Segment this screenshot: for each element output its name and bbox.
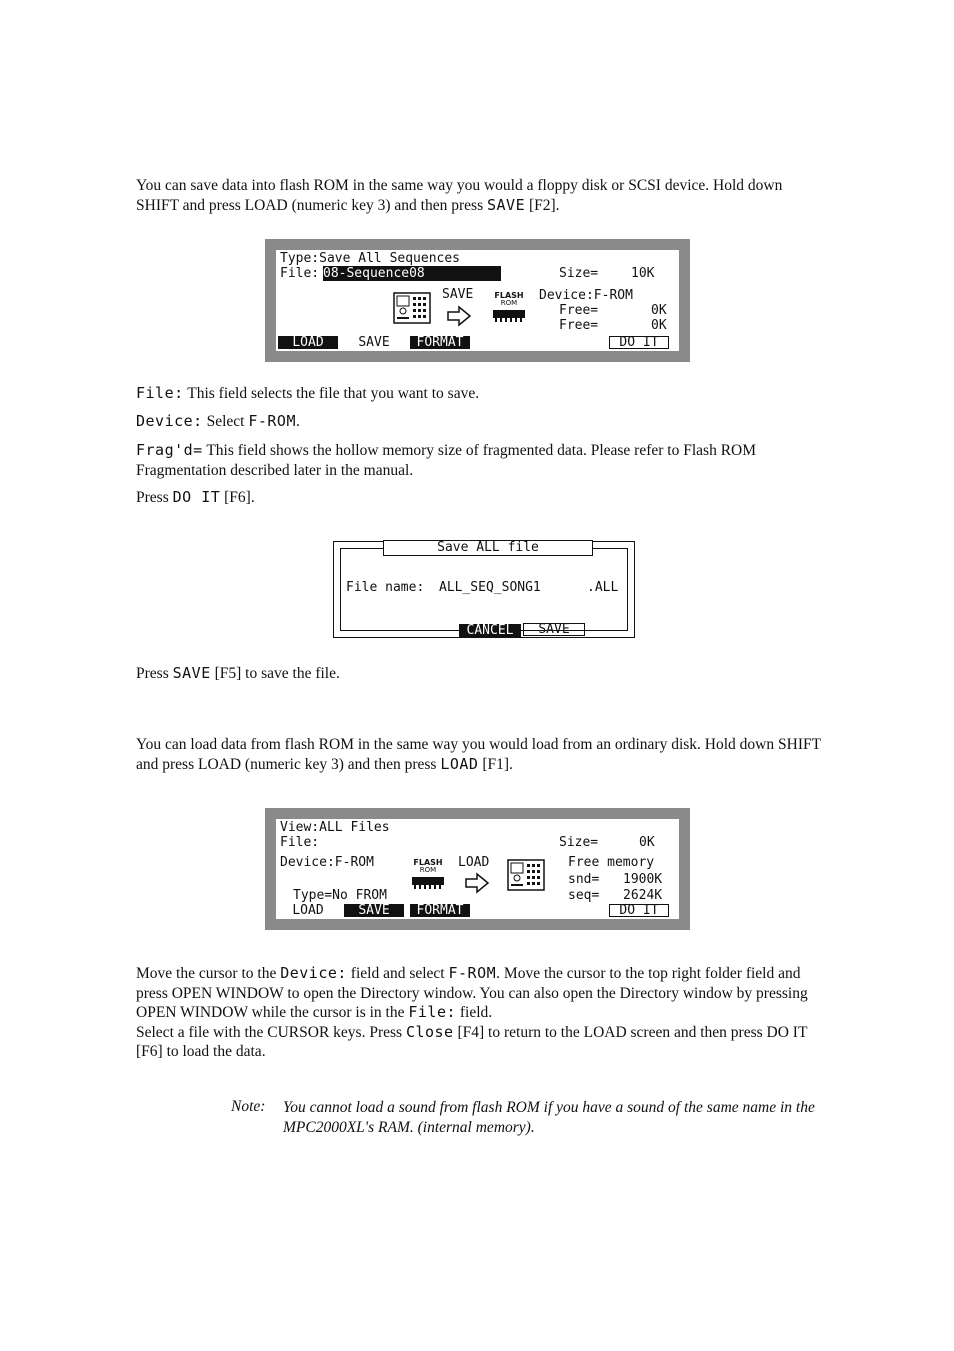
dialog-extension: .ALL xyxy=(587,580,619,595)
save-free1-value: 0K xyxy=(651,303,667,318)
save-size-label: Size= xyxy=(559,266,599,281)
press-doit-pre: Press xyxy=(136,489,173,506)
flash-icon-text: FLASH xyxy=(413,858,443,867)
load-file-field[interactable]: File: xyxy=(280,835,320,850)
save-file-field[interactable]: 08-Sequence08 xyxy=(323,266,501,281)
file-field-text: This field selects the file that you want to save. xyxy=(183,385,480,402)
file-field-name: File: xyxy=(136,384,184,402)
dialog-cancel-button[interactable]: CANCEL xyxy=(459,624,521,637)
seq-value: 2624K xyxy=(623,888,663,903)
from-key-label: F-ROM xyxy=(448,964,497,982)
snd-label: snd= xyxy=(568,872,600,887)
load-instructions-paragraph xyxy=(136,964,826,1062)
note-label: Note: xyxy=(231,1098,266,1115)
load-screen-doit-button[interactable]: DO IT xyxy=(609,904,669,917)
dialog-title: Save ALL file xyxy=(383,540,593,556)
rom-icon-text: ROM xyxy=(500,299,518,307)
save-size-value: 10K xyxy=(631,266,655,281)
save-all-file-dialog xyxy=(333,541,635,638)
mpc-unit-icon xyxy=(393,292,431,324)
load-instr-text3: . Move the cursor to the top right folder field and press OPEN WINDOW to open the Directory window. You can also open the Directory window by pressing OPEN WINDOW while the cursor is in the xyxy=(136,965,808,1021)
flash-icon-text: FLASH xyxy=(494,291,524,300)
load-instr-text4: field. xyxy=(456,1004,493,1021)
intro-load-paragraph xyxy=(136,735,826,774)
load-device-field[interactable]: Device:F-ROM xyxy=(280,855,374,870)
rom-icon-text: ROM xyxy=(419,866,437,874)
load-size-value: 0K xyxy=(639,835,655,850)
save-screen-doit-button[interactable]: DO IT xyxy=(609,336,669,349)
press-save-post: [F5] to save the file. xyxy=(210,665,340,682)
intro-save-paragraph xyxy=(136,176,826,215)
load-screen xyxy=(265,808,690,930)
save-device-field[interactable]: Device:F-ROM xyxy=(539,288,633,303)
save-file-label: File: xyxy=(280,266,320,281)
close-key-label: Close xyxy=(405,1022,454,1041)
device-field-name: Device: xyxy=(136,412,203,430)
dialog-save-button[interactable]: SAVE xyxy=(523,623,585,636)
load-size-label: Size= xyxy=(559,835,599,850)
save-screen-save-button[interactable]: SAVE xyxy=(358,335,390,350)
device-field-desc xyxy=(136,412,826,432)
load-type-field[interactable]: Type=No FROM xyxy=(293,888,387,903)
device-field-value: F-ROM xyxy=(248,412,296,430)
load-direction-label: LOAD xyxy=(458,855,490,870)
fragd-field-name: Frag'd= xyxy=(136,441,203,459)
load-screen-save-button[interactable]: SAVE xyxy=(344,904,404,917)
press-save-line xyxy=(136,664,826,684)
device-field-text2: . xyxy=(296,413,300,430)
load-screen-format-button[interactable]: FORMAT xyxy=(410,904,470,917)
intro-load-tail: [F1]. xyxy=(478,755,513,773)
save-screen xyxy=(265,239,690,362)
flash-rom-icon xyxy=(490,292,528,324)
mpc-unit-icon xyxy=(507,859,545,891)
save-free1-label: Free= xyxy=(559,303,599,318)
device-field-text1: Select xyxy=(202,413,249,430)
intro-save-tail: [F2]. xyxy=(525,196,560,214)
press-save-key: SAVE xyxy=(172,664,211,682)
device-key-label: Device: xyxy=(280,964,347,982)
press-doit-key: DO IT xyxy=(172,488,221,506)
load-instr-text2: field and select xyxy=(346,965,449,982)
right-arrow-icon xyxy=(464,872,490,894)
right-arrow-icon xyxy=(446,305,472,327)
save-direction-label: SAVE xyxy=(442,287,474,302)
free-memory-label: Free memory xyxy=(568,855,655,870)
intro-save-text: You can save data into flash ROM in the same way you would a floppy disk or SCSI device. Hold down SHIFT and press LOAD (numeric key 3) and then press xyxy=(136,177,783,214)
note-text: You cannot load a sound from flash ROM if you have a sound of the same name in the MPC2000XL's RAM. (internal memory). xyxy=(283,1099,815,1136)
press-doit-line xyxy=(136,488,826,508)
intro-load-text: You can load data from flash ROM in the same way you would load from an ordinary disk. Hold down SHIFT and press LOAD (numeric key 3) and then press xyxy=(136,736,821,773)
save-lcd xyxy=(276,250,679,351)
load-key-label: LOAD xyxy=(440,754,479,773)
save-screen-format-button[interactable]: FORMAT xyxy=(410,336,470,349)
fragd-field-text: This field shows the hollow memory size of fragmented data. Please refer to Flash ROM Fragmentation described later in the manual. xyxy=(136,442,757,479)
flash-rom-icon xyxy=(409,859,447,891)
save-type-line: Type:Save All Sequences xyxy=(280,251,461,266)
file-key-label: File: xyxy=(408,1003,457,1021)
seq-label: seq= xyxy=(568,888,600,903)
save-key-label: SAVE xyxy=(486,195,526,214)
load-instr-text5: Select a file with the CURSOR keys. Press xyxy=(136,1023,406,1041)
load-lcd xyxy=(276,819,679,919)
load-view-field[interactable]: View:ALL Files xyxy=(280,820,390,835)
press-doit-post: [F6]. xyxy=(220,489,255,506)
snd-value: 1900K xyxy=(623,872,663,887)
fragd-field-desc xyxy=(136,441,826,480)
save-screen-load-button[interactable]: LOAD xyxy=(278,336,338,349)
save-free2-label: Free= xyxy=(559,318,599,333)
save-free2-value: 0K xyxy=(651,318,667,333)
press-save-pre: Press xyxy=(136,665,173,682)
dialog-file-name-field[interactable]: ALL_SEQ_SONG1 xyxy=(439,580,541,595)
file-field-desc xyxy=(136,384,826,404)
load-screen-load-button[interactable]: LOAD xyxy=(292,903,324,918)
load-instr-text6: [F4] to return to the LOAD screen and then press DO IT [F6] to load the data. xyxy=(136,1023,808,1060)
dialog-file-name-label: File name: xyxy=(346,580,425,595)
load-instr-text1: Move the cursor to the xyxy=(136,965,281,982)
